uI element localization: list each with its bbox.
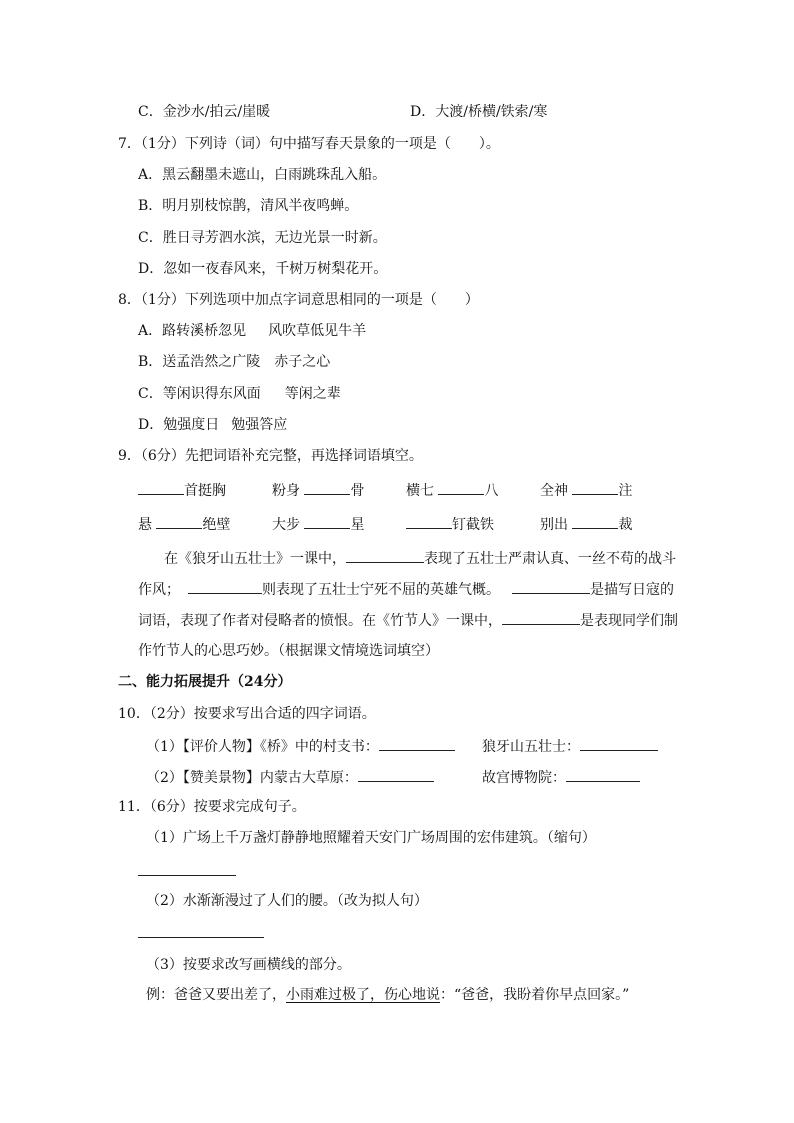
q9-passage-line-3: 词语，表现了作者对侵略者的愤恨。在《竹节人》一课中， 是表现同学们制 [138,610,678,631]
underlined-phrase: 小雨难过极了，伤心地说 [286,987,440,1003]
blank[interactable] [512,579,590,594]
blank[interactable] [438,480,484,495]
q10-stem: 10．（2分）按要求写出合适的四字词语。 [118,706,376,722]
q8-b-part1: B．送孟浩然之广陵 [138,354,261,370]
blank[interactable] [156,514,202,529]
q9-passage-line-2: 作风； 则表现了五壮士宁死不屈的英雄气概。 是描写日寇的 [138,579,674,600]
blank[interactable] [572,480,618,495]
q8-d-part1: D．勉强度日 [138,417,220,433]
q9-passage-line-4: 作竹节人的心思巧妙。（根据课文情境选词填空） [138,643,439,659]
q8-a-part1: A．路转溪桥忽见 [138,323,247,339]
q11-answer-line-1[interactable] [138,875,236,876]
q8-option-d [138,415,287,435]
q9-word-6: 大步 星 [272,514,364,535]
q6-option-c: C．金沙水/拍云/崖暖 [138,104,271,120]
q9-word-2: 粉身 骨 [272,480,364,501]
q7-option-b: B．明月别枝惊鹊，清风半夜鸣蝉。 [138,198,359,214]
q9-passage-line-1: 在《狼牙山五壮士》一课中， 表现了五壮士严肃认真、一丝不苟的战斗 [164,548,676,569]
q9-stem: 9．（6分）先把词语补充完整，再选择词语填空。 [118,448,423,464]
q10-item-2a: （2）【赞美景物】内蒙古大草原： [146,767,434,788]
q11-sub-2: （2）水渐渐漫过了人们的腰。（改为拟人句） [146,893,428,909]
q8-option-a [138,321,366,341]
q8-c-part1: C．等闲识得东风面 [138,386,261,402]
q11-sub-1: （1）广场上千万盏灯静静地照耀着天安门广场周围的宏伟建筑。（缩句） [146,830,596,846]
blank[interactable] [304,514,350,529]
q9-word-8: 别出 裁 [540,514,632,535]
blank[interactable] [138,480,184,495]
blank[interactable] [358,767,434,782]
blank[interactable] [304,480,350,495]
blank[interactable] [580,736,658,751]
q7-option-c: C．胜日寻芳泗水滨，无边光景一时新。 [138,230,387,246]
section-2-title: 二、能力拓展提升（24分） [118,674,292,690]
q10-item-1a: （1）【评价人物】《桥》中的村支书： [146,736,455,757]
blank[interactable] [379,736,455,751]
blank[interactable] [346,548,424,563]
q7-stem: 7．（1分）下列诗（词）句中描写春天景象的一项是（ ）。 [118,136,500,152]
q10-item-1b: 狼牙山五壮士： [482,736,658,757]
q8-a-part2: 风吹草低见牛羊 [268,323,367,339]
q11-answer-line-2[interactable] [138,937,264,938]
blank[interactable] [188,579,262,594]
blank[interactable] [406,514,452,529]
blank[interactable] [572,514,618,529]
q9-word-1: 首挺胸 [138,480,226,501]
q9-word-3: 横七 八 [406,480,498,501]
q8-option-b [138,352,330,372]
q8-d-part2: 勉强答应 [231,417,288,433]
q6-option-d: D．大渡/桥横/铁索/寒 [410,104,548,120]
q8-c-part2: 等闲之辈 [284,386,341,402]
q10-item-2b: 故宫博物院： [482,767,640,788]
q9-word-7: 钉截铁 [406,514,494,535]
q9-word-4: 全神 注 [540,480,632,501]
q11-stem: 11．（6分）按要求完成句子。 [118,799,306,815]
q7-option-d: D．忽如一夜春风来，千树万树梨花开。 [138,261,388,277]
blank[interactable] [566,767,640,782]
q7-option-a: A．黑云翻墨未遮山，白雨跳珠乱入船。 [138,167,387,183]
q11-sub-3: （3）按要求改写画横线的部分。 [146,957,351,973]
q11-example: 例：爸爸又要出差了，小雨难过极了，伤心地说：“爸爸，我盼着你早点回家。” [146,987,630,1003]
q8-b-part2: 赤子之心 [274,354,331,370]
q8-stem: 8．（1分）下列选项中加点字词意思相同的一项是（ ） [118,292,479,308]
q8-option-c [138,384,341,404]
blank[interactable] [502,610,580,625]
q9-word-5: 悬 绝壁 [138,514,230,535]
